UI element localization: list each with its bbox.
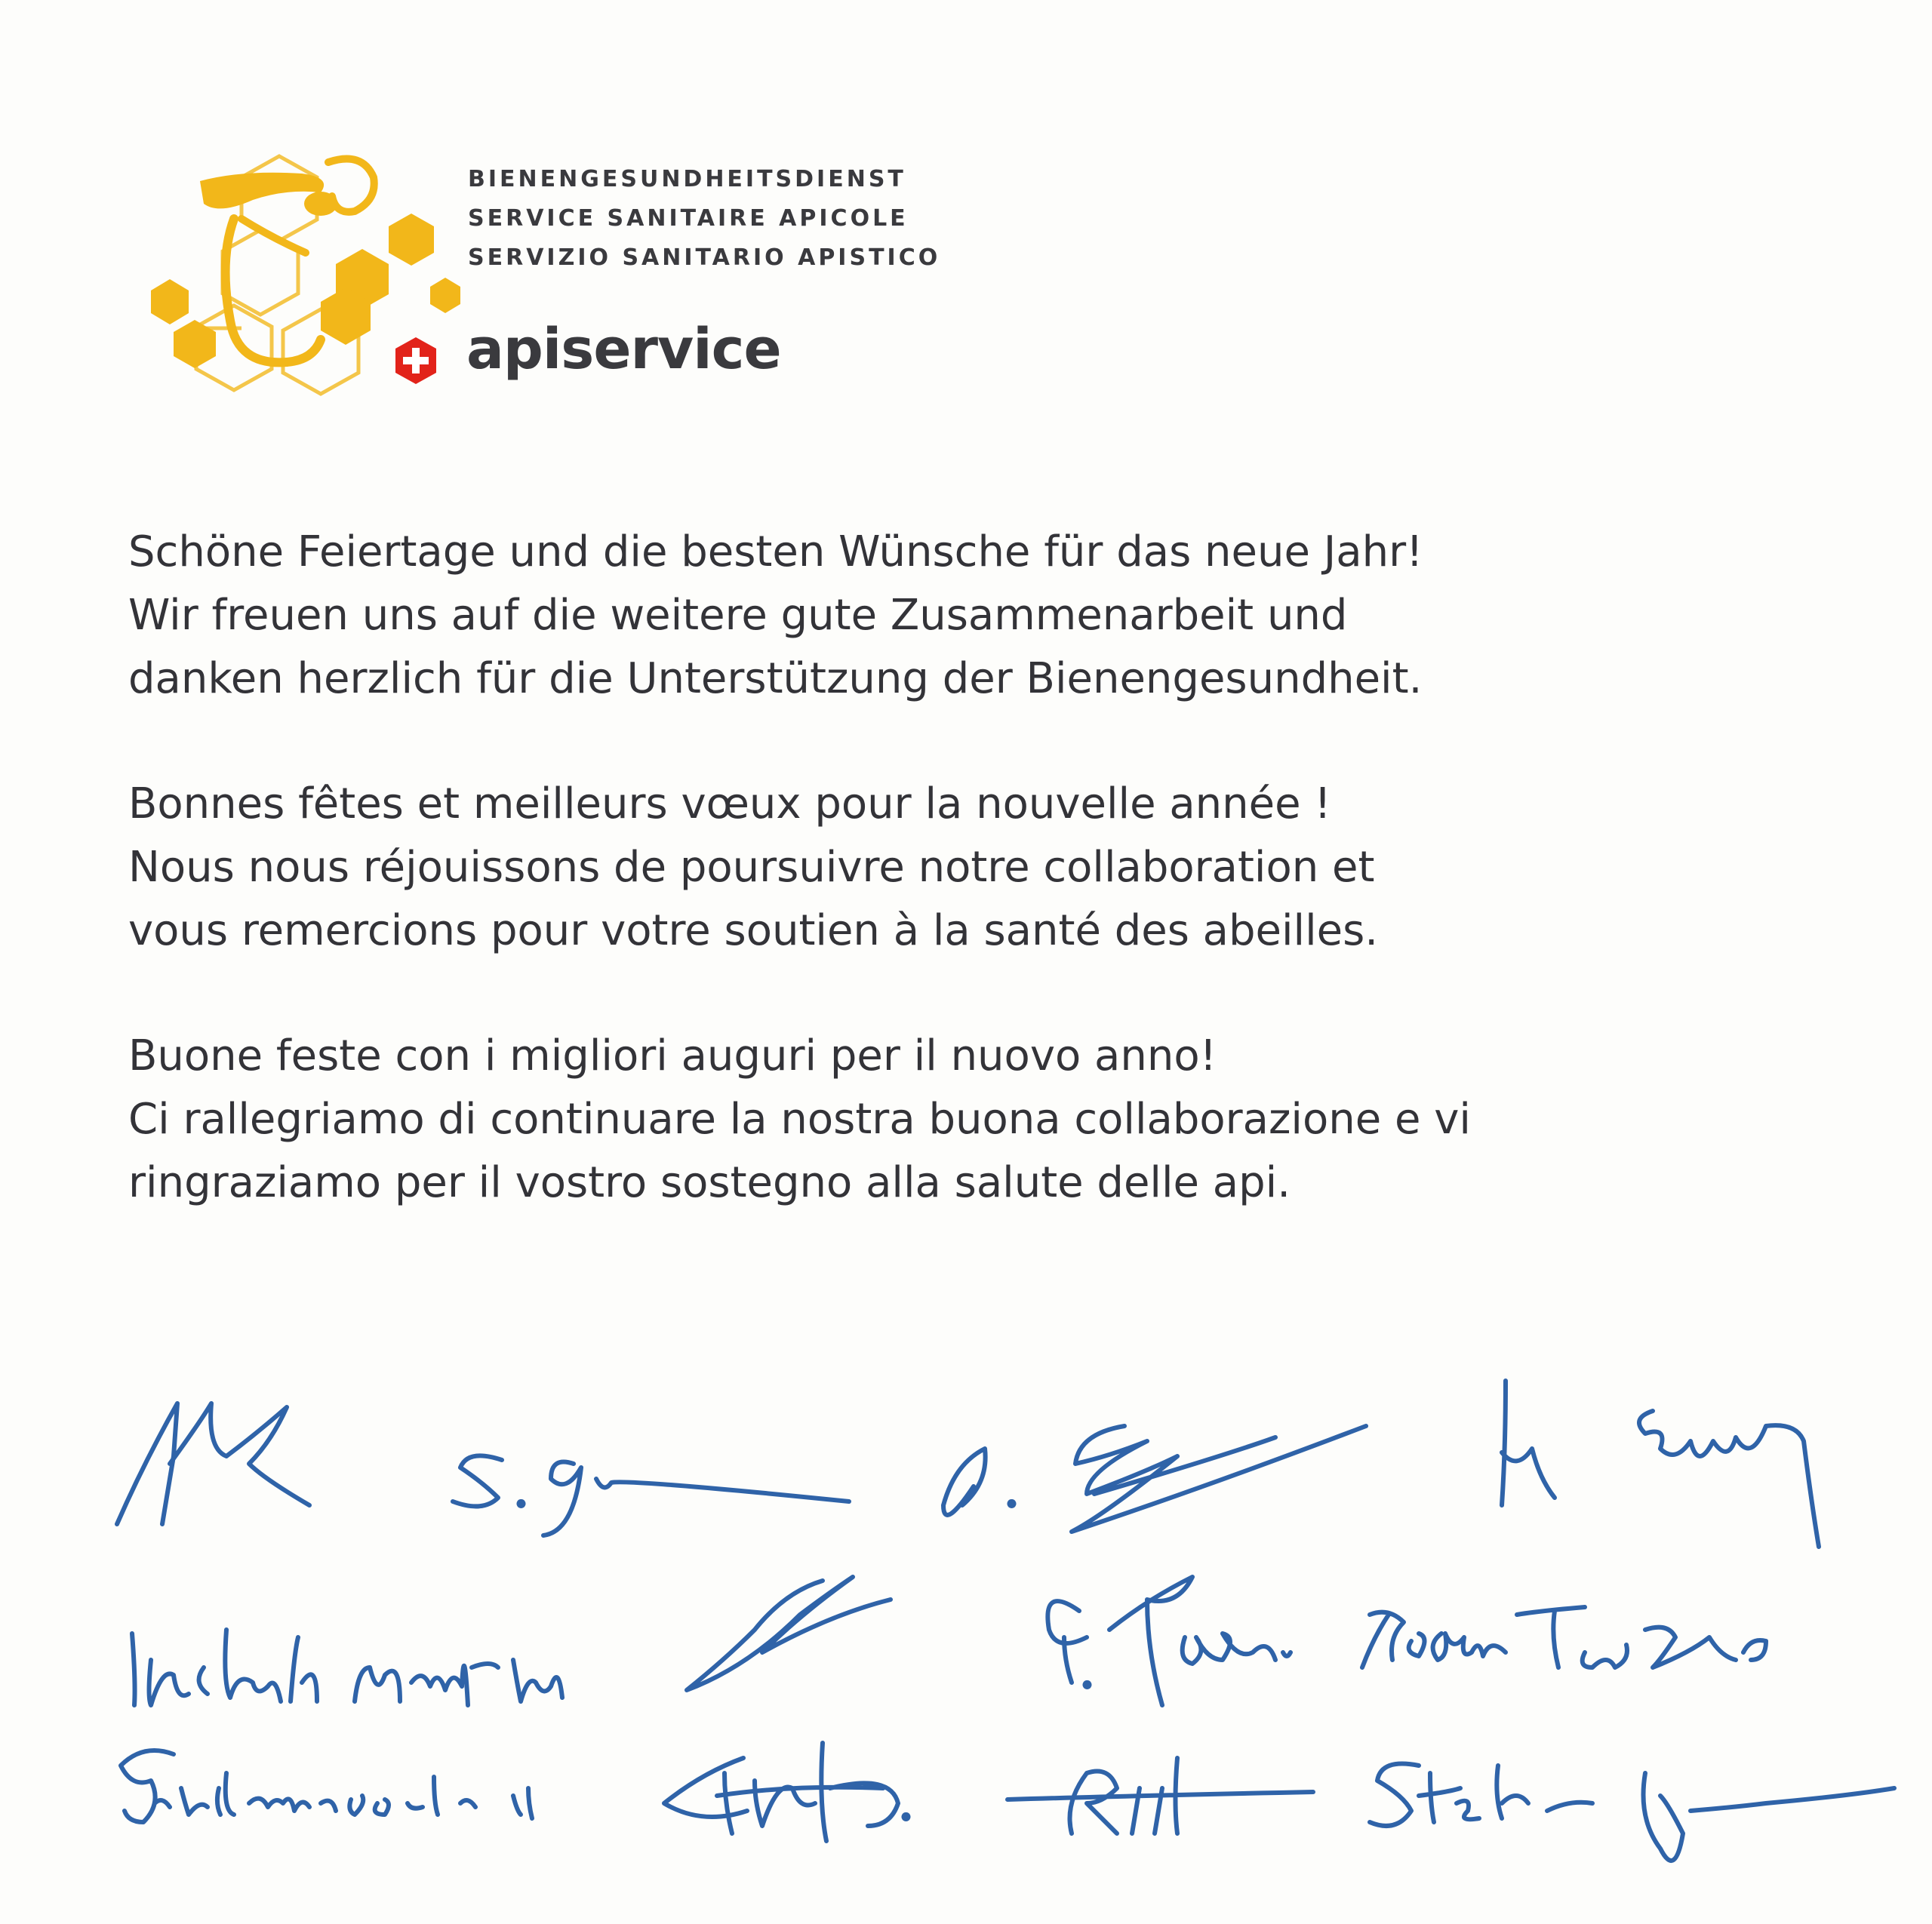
org-name-de: BIENENGESUNDHEITSDIENST xyxy=(468,166,906,192)
brand-name: apiservice xyxy=(466,317,781,382)
message-line: Ci rallegriamo di continuare la nostra buona collaborazione e vi xyxy=(128,1095,1471,1144)
signature-4 xyxy=(1502,1381,1819,1547)
signature-2 xyxy=(453,1455,849,1535)
signature-12 xyxy=(1370,1764,1894,1861)
paragraph-german xyxy=(128,521,1713,711)
signature-6 xyxy=(687,1577,891,1690)
signatures xyxy=(0,1351,1932,1879)
signature-11 xyxy=(1008,1758,1313,1833)
signature-3 xyxy=(943,1426,1366,1532)
org-name-fr: SERVICE SANITAIRE APICOLE xyxy=(468,205,909,232)
message-line: Wir freuen uns auf die weitere gute Zusammenarbeit und xyxy=(128,591,1348,640)
message-line: Schöne Feiertage und die besten Wünsche für das neue Jahr! xyxy=(128,527,1423,576)
message-line: vous remercions pour votre soutien à la santé des abeilles. xyxy=(128,906,1379,955)
message-line: Bonnes fêtes et meilleurs vœux pour la nouvelle année ! xyxy=(128,779,1331,828)
greeting-message xyxy=(128,521,1713,1277)
org-name-it: SERVIZIO SANITARIO APISTICO xyxy=(468,244,941,271)
signature-9 xyxy=(121,1750,532,1822)
signature-7 xyxy=(1048,1577,1291,1705)
paragraph-french xyxy=(128,773,1713,963)
signature-10 xyxy=(664,1743,909,1841)
signature-8 xyxy=(1362,1607,1766,1667)
signature-5 xyxy=(132,1630,562,1705)
swiss-cross-icon xyxy=(391,336,441,386)
message-line: Buone feste con i migliori auguri per il nuovo anno! xyxy=(128,1031,1217,1080)
paragraph-italian xyxy=(128,1025,1713,1215)
message-line: ringraziamo per il vostro sostegno alla salute delle api. xyxy=(128,1158,1291,1207)
signature-1 xyxy=(117,1403,309,1524)
message-line: danken herzlich für die Unterstützung der Bienengesundheit. xyxy=(128,654,1423,703)
message-line: Nous nous réjouissons de poursuivre notre collaboration et xyxy=(128,843,1375,892)
organisation-names xyxy=(468,160,996,278)
